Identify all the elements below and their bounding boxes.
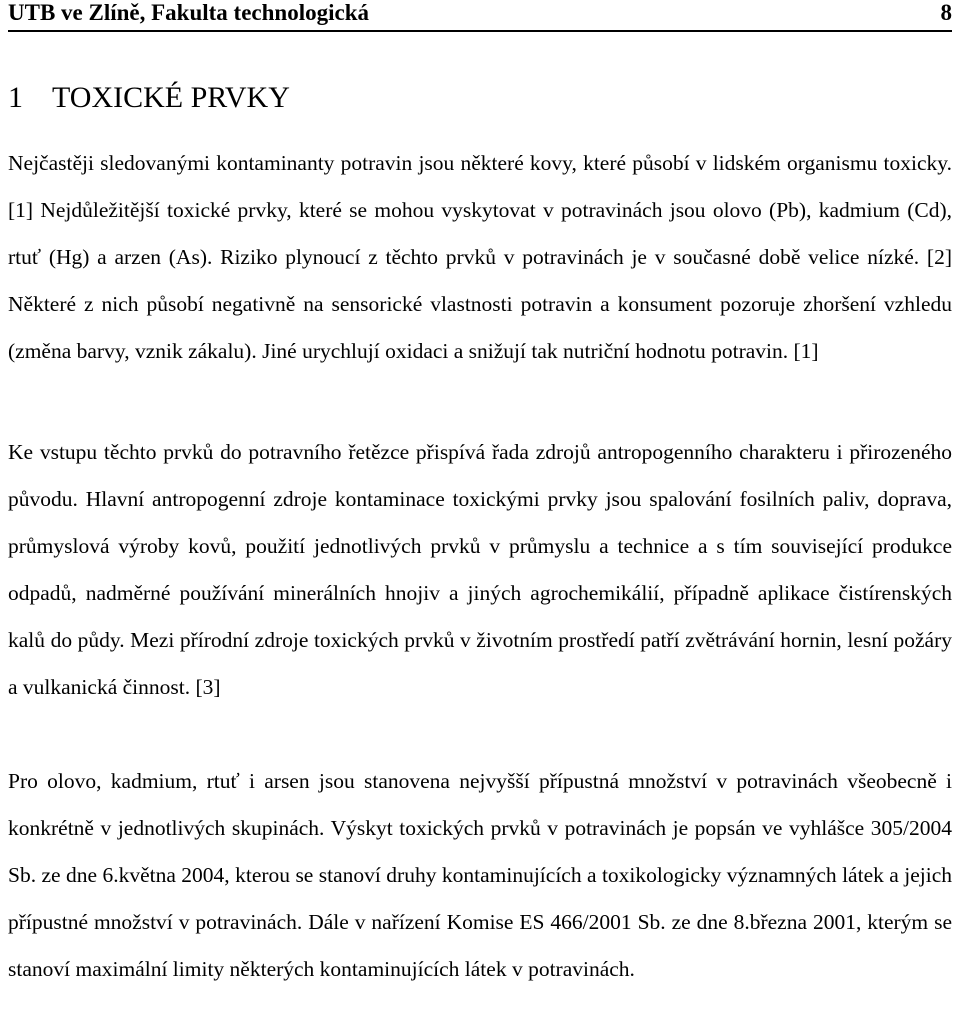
header-title: UTB ve Zlíně, Fakulta technologická [8,0,369,25]
chapter-title: TOXICKÉ PRVKY [52,81,290,114]
paragraph-2: Ke vstupu těchto prvků do potravního řetězce přispívá řada zdrojů antropogenního charakteru i přirozeného původu. Hlavní antropogenní zdroje kontaminace toxickými prvky jsou spalování fosilních paliv, doprava, průmyslová výroby kovů, použití jednotlivých prvků v průmyslu a technice a s tím související produkce odpadů, nadměrné používání minerálních hnojiv a jiných agrochemikálií, případně aplikace čistírenských kalů do půdy. Mezi přírodní zdroje toxických prvků v životním prostředí patří zvětrávání hornin, lesní požáry a vulkanická činnost. [3] [8,440,952,699]
paragraph-3: Pro olovo, kadmium, rtuť i arsen jsou stanovena nejvyšší přípustná množství v potravinách všeobecně i konkrétně v jednotlivých skupinách. Výskyt toxických prvků v potravinách je popsán ve vyhlášce 305/2004 Sb. ze dne 6.května 2004, kterou se stanoví druhy kontaminujících a toxikologicky významných látek a jejich přípustné množství v potravinách. Dále v nařízení Komise ES 466/2001 Sb. ze dne 8.března 2001, kterým se stanoví maximální limity některých kontaminujících látek v potravinách. [8,769,952,981]
page-number: 8 [940,0,952,25]
running-header [8,0,952,32]
chapter-number: 1 [8,81,23,114]
chapter-heading [8,80,290,116]
paragraph-1: Nejčastěji sledovanými kontaminanty potravin jsou některé kovy, které působí v lidském organismu toxicky. [1] Nejdůležitější toxické prvky, které se mohou vyskytovat v potravinách jsou olovo (Pb), kadmium (Cd), rtuť (Hg) a arzen (As). Riziko plynoucí z těchto prvků v potravinách je v současné době velice nízké. [2] Některé z nich působí negativně na sensorické vlastnosti potravin a konsument pozoruje zhoršení vzhledu (změna barvy, vznik zákalu). Jiné urychlují oxidaci a snižují tak nutriční hodnotu potravin. [1] [8,151,952,363]
